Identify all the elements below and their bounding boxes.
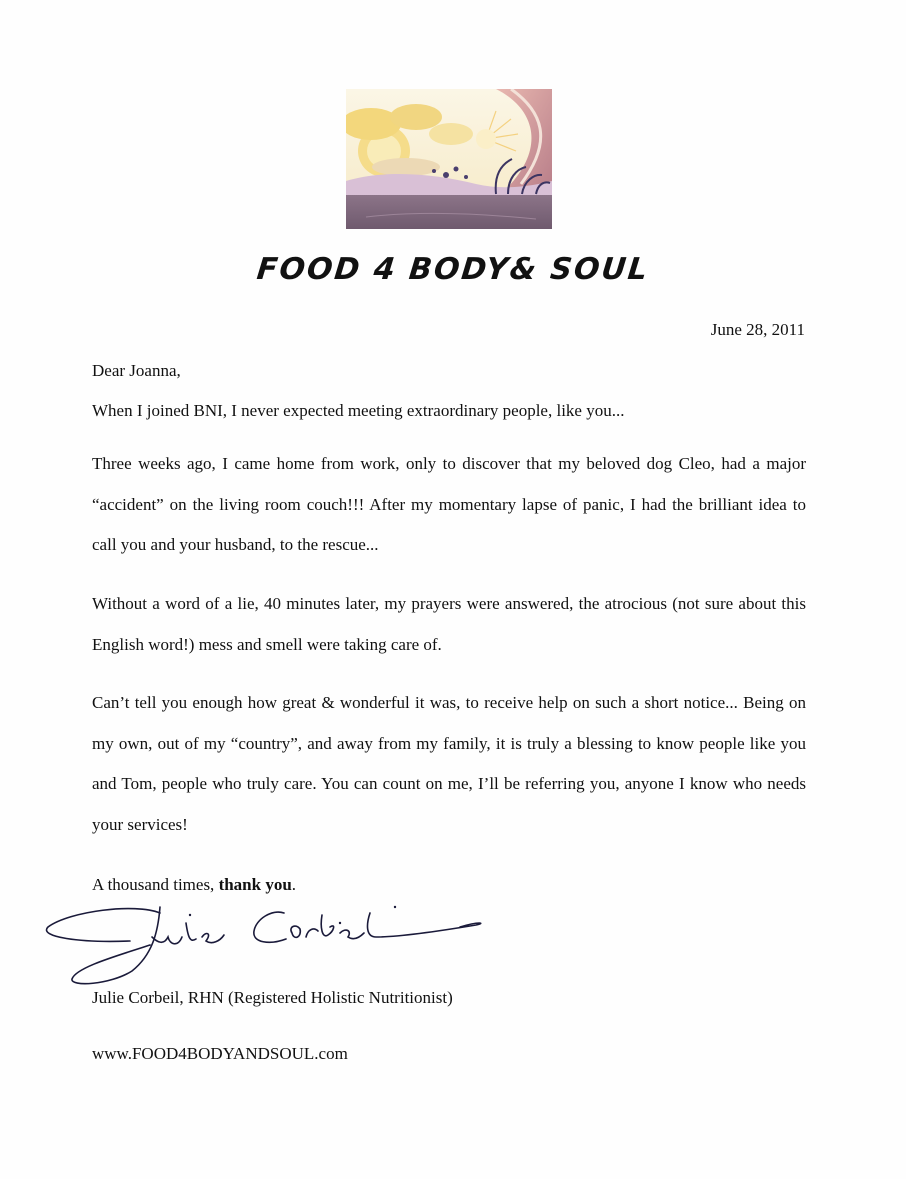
paragraph-3: Without a word of a lie, 40 minutes later, my prayers were answered, the atrocious (not sure about this English word!) mess and smell were taking care of. [92,594,806,654]
salutation: Dear Joanna, [92,361,181,380]
website-url: www.FOOD4BODYANDSOUL.com [92,1044,348,1063]
sunrise-illustration-icon [346,89,552,229]
paragraph-2: Three weeks ago, I came home from work, only to discover that my beloved dog Cleo, had a major “accident” on the living room couch!!! After my momentary lapse of panic, I had the brilliant idea to call you and your husband, to the rescue... [92,454,806,554]
closing-line [92,875,296,895]
letter-date: June 28, 2011 [710,320,805,339]
signature-icon [40,893,490,993]
paragraph-1: When I joined BNI, I never expected meeting extraordinary people, like you... [92,401,625,420]
brand-title: FOOD 4 BODY& SOUL [255,252,651,287]
paragraph-4: Can’t tell you enough how great & wonderful it was, to receive help on such a short notice... Being on my own, out of my “country”, and away from my family, it is truly a blessing to know people like you and Tom, people who truly care. You can count on me, I’ll be referring you, anyone I know who needs your services! [92,693,806,834]
signer-name: Julie Corbeil, RHN (Registered Holistic Nutritionist) [92,988,453,1007]
handwritten-signature [40,893,490,993]
closing-suffix: . [291,875,297,894]
closing-thanks: thank you [218,875,292,894]
letterhead-illustration [346,89,552,229]
closing-prefix: A thousand times, [92,875,219,894]
